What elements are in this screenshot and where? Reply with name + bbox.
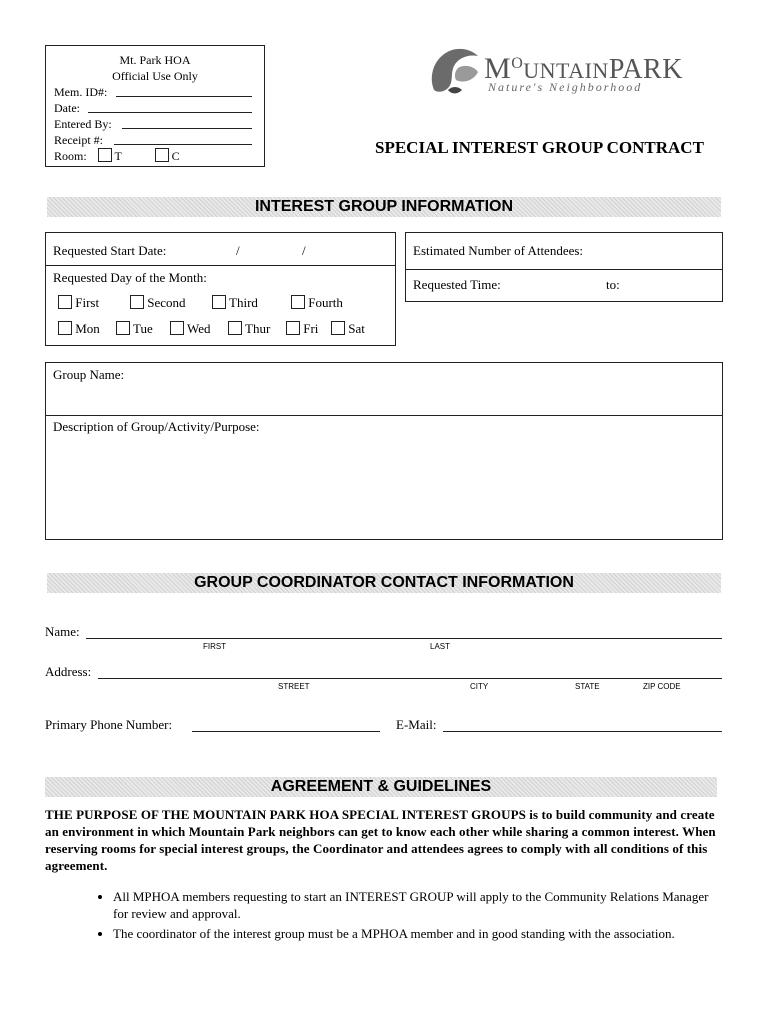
day-thur-checkbox[interactable] <box>228 321 242 335</box>
city-label: CITY <box>470 682 489 691</box>
logo-untain: UNTAIN <box>523 58 609 83</box>
email-label: E-Mail: <box>396 717 437 732</box>
day-of-month-label: Requested Day of the Month: <box>53 270 207 285</box>
name-line[interactable] <box>86 638 722 639</box>
address-label: Address: <box>45 664 92 679</box>
requested-time-label: Requested Time: <box>413 277 501 292</box>
guideline-item: • All MPHOA members requesting to start an INTEREST GROUP will apply to the Community Relations Manager for review and approval. <box>113 888 725 922</box>
week-fourth-label: Fourth <box>308 295 343 310</box>
start-date-label: Requested Start Date: <box>53 243 167 258</box>
name-label: Name: <box>45 624 80 639</box>
attendance-box <box>405 232 723 302</box>
coordinator-info-heading: GROUP COORDINATOR CONTACT INFORMATION <box>47 573 721 593</box>
guidelines-list <box>45 888 725 942</box>
start-date-slash-2[interactable]: / <box>302 243 306 258</box>
group-name-field[interactable] <box>46 363 722 415</box>
email-line[interactable] <box>443 731 722 732</box>
official-use-box <box>45 45 265 167</box>
description-label: Description of Group/Activity/Purpose: <box>53 419 260 434</box>
day-sat-checkbox[interactable] <box>331 321 345 335</box>
logo-park: PARK <box>608 54 683 85</box>
schedule-box <box>45 232 396 346</box>
room-c-checkbox[interactable] <box>155 148 169 162</box>
week-third-checkbox[interactable] <box>212 295 226 309</box>
attendees-label: Estimated Number of Attendees: <box>413 243 584 258</box>
receipt-label: Receipt #: <box>54 133 103 147</box>
zip-label: ZIP CODE <box>643 682 681 691</box>
week-first-checkbox[interactable] <box>58 295 72 309</box>
mem-id-label: Mem. ID#: <box>54 85 108 99</box>
room-c-label: C <box>171 149 180 163</box>
day-wed-label: Wed <box>187 321 211 336</box>
office-title-1: Mt. Park HOA <box>119 53 191 67</box>
day-fri-checkbox[interactable] <box>286 321 300 335</box>
guideline-item: • The coordinator of the interest group must be a MPHOA member and in good standing with the association. <box>113 925 725 942</box>
week-fourth-checkbox[interactable] <box>291 295 305 309</box>
street-label: STREET <box>278 682 310 691</box>
room-t-label: T <box>114 149 122 163</box>
day-sat-label: Sat <box>348 321 365 336</box>
room-t-checkbox[interactable] <box>98 148 112 162</box>
receipt-line[interactable] <box>114 144 252 145</box>
room-label: Room: <box>54 149 87 163</box>
office-title-2: Official Use Only <box>112 69 198 83</box>
week-second-checkbox[interactable] <box>130 295 144 309</box>
day-mon-checkbox[interactable] <box>58 321 72 335</box>
purpose-paragraph: THE PURPOSE OF THE MOUNTAIN PARK HOA SPECIAL INTEREST GROUPS is to build community and create an environment in which Mountain Park neighbors can get to know each other while sharing a common interest. When reserving rooms for special interest groups, the Coordinator and attendees agrees to comply with all conditions of this agreement. <box>45 807 716 873</box>
entered-by-label: Entered By: <box>54 117 112 131</box>
day-tue-label: Tue <box>133 321 153 336</box>
date-label: Date: <box>54 101 80 115</box>
phone-label: Primary Phone Number: <box>45 717 173 732</box>
first-label: FIRST <box>203 642 227 651</box>
mem-id-line[interactable] <box>116 96 252 97</box>
group-details-box <box>45 362 723 540</box>
group-name-label: Group Name: <box>53 367 125 382</box>
entered-by-line[interactable] <box>122 128 252 129</box>
week-second-label: Second <box>147 295 186 310</box>
week-third-label: Third <box>229 295 258 310</box>
leaf-logo-icon <box>428 46 482 96</box>
day-wed-checkbox[interactable] <box>170 321 184 335</box>
mountain-park-logo <box>428 46 728 106</box>
day-mon-label: Mon <box>75 321 100 336</box>
logo-tagline: Nature's Neighborhood <box>488 80 643 94</box>
document-title: SPECIAL INTEREST GROUP CONTRACT <box>375 138 704 157</box>
time-to-label: to: <box>606 277 620 292</box>
day-thur-label: Thur <box>245 321 271 336</box>
description-field[interactable] <box>46 416 722 539</box>
agreement-heading: AGREEMENT & GUIDELINES <box>45 777 717 797</box>
date-line[interactable] <box>88 112 252 113</box>
interest-group-info-heading: INTEREST GROUP INFORMATION <box>47 197 721 217</box>
day-tue-checkbox[interactable] <box>116 321 130 335</box>
week-first-label: First <box>75 295 100 310</box>
logo-o: O <box>511 55 524 72</box>
day-fri-label: Fri <box>303 321 319 336</box>
last-label: LAST <box>430 642 451 651</box>
logo-m: M <box>484 52 512 85</box>
state-label: STATE <box>575 682 600 691</box>
address-line[interactable] <box>98 678 722 679</box>
start-date-slash-1[interactable]: / <box>236 243 240 258</box>
agreement-body <box>45 806 725 945</box>
phone-line[interactable] <box>192 731 380 732</box>
